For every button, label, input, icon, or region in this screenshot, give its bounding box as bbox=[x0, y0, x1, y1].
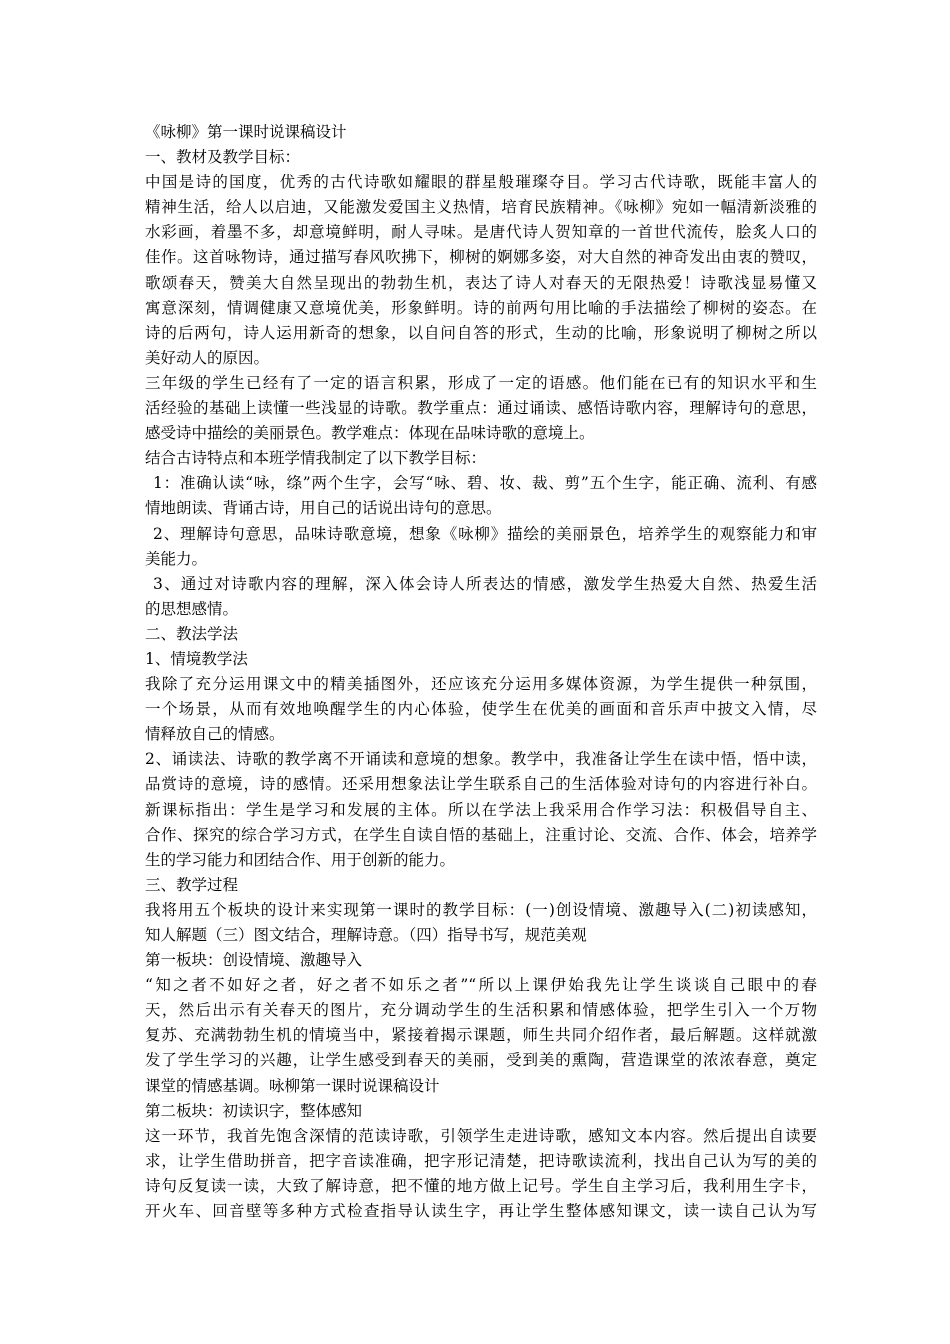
text-line: 2、理解诗句意思，品味诗歌意境，想象《咏柳》描绘的美丽景色，培养学生的观察能力和审 bbox=[153, 524, 817, 543]
text-line: 发了学生学习的兴趣，让学生感受到春天的美丽，受到美的熏陶，营造课堂的浓浓春意，奠定 bbox=[145, 1051, 817, 1070]
text-line: 寓意深刻，情调健康又意境优美，形象鲜明。诗的前两句用比喻的手法描绘了柳树的姿态。在 bbox=[145, 298, 817, 317]
text-line: 《咏柳》第一课时说课稿设计 bbox=[145, 123, 347, 141]
text-line: 复苏、充满勃勃生机的情境当中，紧接着揭示课题，师生共同介绍作者，最后解题。这样就激 bbox=[145, 1026, 817, 1045]
text-line: 生的学习能力和团结合作、用于创新的能力。 bbox=[145, 850, 456, 869]
text-line: 开火车、回音壁等多种方式检查指导认读生字，再让学生整体感知课文，读一读自己认为写 bbox=[145, 1202, 817, 1221]
text-line: 三、教学过程 bbox=[145, 875, 239, 894]
text-line: 第二板块：初读识字，整体感知 bbox=[145, 1101, 363, 1120]
text-line: 天，然后出示有关春天的图片，充分调动学生的生活积累和情感体验，把学生引入一个万物 bbox=[145, 1001, 817, 1020]
text-line: 情地朗读、背诵古诗，用自己的话说出诗句的意思。 bbox=[145, 499, 502, 518]
text-line: “知之者不如好之者，好之者不如乐之者”“所以上课伊始我先让学生谈谈自己眼中的春 bbox=[145, 976, 817, 995]
text-line: 佳作。这首咏物诗，通过描写春风吹拂下，柳树的婀娜多姿，对大自然的神奇发出由衷的赞叹， bbox=[145, 248, 817, 267]
text-line: 我将用五个板块的设计来实现第一课时的教学目标：(一)创设情境、激趣导入(二)初读感知， bbox=[145, 900, 817, 919]
text-line: 一、教材及教学目标： bbox=[145, 148, 301, 167]
text-line: 一个场景，从而有效地唤醒学生的内心体验，使学生在优美的画面和音乐声中披文入情，尽 bbox=[145, 700, 817, 719]
text-line: 精神生活，给人以启迪，又能激发爱国主义热情，培育民族精神。《咏柳》宛如一幅清新淡雅的 bbox=[145, 198, 817, 217]
text-line: 二、教法学法 bbox=[145, 624, 239, 643]
text-line: 水彩画，着墨不多，却意境鲜明，耐人寻味。是唐代诗人贺知章的一首世代流传，脍炙人口的 bbox=[145, 223, 817, 242]
text-line: 第一板块：创设情境、激趣导入 bbox=[145, 951, 363, 970]
text-line: 的思想感情。 bbox=[145, 599, 239, 618]
text-line: 美好动人的原因。 bbox=[145, 348, 270, 367]
text-line: 1：准确认读“咏，绦”两个生字，会写“咏、碧、妆、裁、剪”五个生字，能正确、流利、有感 bbox=[153, 474, 817, 493]
text-line: 1、情境教学法 bbox=[145, 649, 248, 668]
text-line: 知人解题（三）图文结合，理解诗意。（四）指导书写，规范美观 bbox=[145, 926, 587, 944]
text-line: 中国是诗的国度，优秀的古代诗歌如耀眼的群星般璀璨夺目。学习古代诗歌，既能丰富人的 bbox=[145, 173, 817, 192]
text-line: 求，让学生借助拼音，把字音读准确，把字形记清楚，把诗歌读流利，找出自己认为写的美的 bbox=[145, 1151, 817, 1170]
text-line: 情释放自己的情感。 bbox=[145, 725, 285, 744]
text-line: 歌颂春天，赞美大自然呈现出的勃勃生机，表达了诗人对春天的无限热爱！诗歌浅显易懂又 bbox=[145, 273, 817, 292]
text-line: 我除了充分运用课文中的精美插图外，还应该充分运用多媒体资源，为学生提供一种氛围， bbox=[145, 675, 817, 694]
document-body bbox=[145, 120, 817, 1224]
text-line: 活经验的基础上读懂一些浅显的诗歌。教学重点：通过诵读、感悟诗歌内容，理解诗句的意思， bbox=[145, 399, 817, 418]
text-line: 课堂的情感基调。咏柳第一课时说课稿设计 bbox=[145, 1076, 440, 1095]
text-line: 美能力。 bbox=[145, 549, 208, 568]
text-line: 这一环节，我首先饱含深情的范读诗歌，引领学生走进诗歌，感知文本内容。然后提出自读要 bbox=[145, 1126, 817, 1145]
text-line: 感受诗中描绘的美丽景色。教学难点：体现在品味诗歌的意境上。 bbox=[145, 424, 595, 443]
text-line: 3、通过对诗歌内容的理解，深入体会诗人所表达的情感，激发学生热爱大自然、热爱生活 bbox=[153, 574, 817, 593]
text-line: 三年级的学生已经有了一定的语言积累，形成了一定的语感。他们能在已有的知识水平和生 bbox=[145, 373, 817, 392]
text-line: 2、诵读法、诗歌的教学离不开诵读和意境的想象。教学中，我准备让学生在读中悟，悟中读， bbox=[145, 750, 817, 769]
text-line: 诗的后两句，诗人运用新奇的想象，以自问自答的形式，生动的比喻，形象说明了柳树之所以 bbox=[145, 323, 817, 342]
text-line: 诗句反复读一读，大致了解诗意，把不懂的地方做上记号。学生自主学习后，我利用生字卡， bbox=[145, 1176, 817, 1195]
text-line: 合作、探究的综合学习方式，在学生自读自悟的基础上，注重讨论、交流、合作、体会，培养学 bbox=[145, 825, 817, 844]
text-line: 新课标指出：学生是学习和发展的主体。所以在学法上我采用合作学习法：积极倡导自主、 bbox=[145, 800, 817, 819]
text-line: 结合古诗特点和本班学情我制定了以下教学目标： bbox=[145, 449, 487, 468]
text-line: 品赏诗的意境，诗的感情。还采用想象法让学生联系自己的生活体验对诗句的内容进行补白。 bbox=[145, 775, 817, 794]
